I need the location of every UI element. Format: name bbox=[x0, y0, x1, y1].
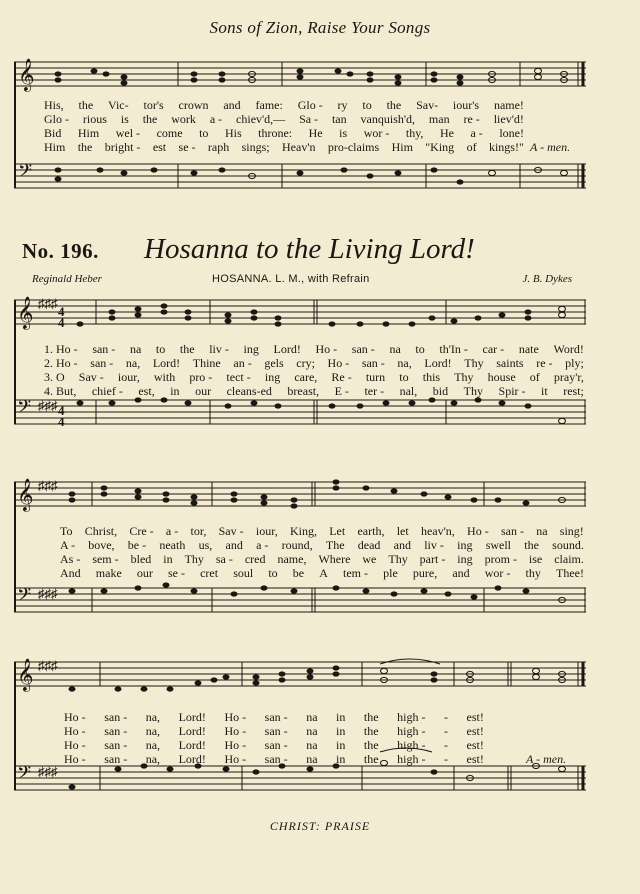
hymn-author: Reginald Heber bbox=[32, 273, 102, 285]
hymn-heading bbox=[22, 233, 622, 269]
system-2-lyrics bbox=[60, 524, 584, 580]
lyric-line: 1. Ho - san - na to the liv - ing Lord! Ho - san - na to th'In - car - nate Word! bbox=[44, 342, 584, 356]
hymn-metadata bbox=[32, 273, 572, 287]
lyric-line: Ho - san - na, Lord! Ho - san - na in the high - - est! bbox=[64, 710, 484, 724]
svg-text:𝄢: 𝄢 bbox=[17, 585, 32, 610]
system-1-lyrics bbox=[44, 342, 584, 398]
lyric-line: 2. Ho - san - na, Lord! Thine an - gels cry; Ho - san - na, Lord! Thy saints re - ply; bbox=[44, 356, 584, 370]
lyric-line: A - bove, be - neath us, and a - round, The dead and liv - ing swell the sound. bbox=[60, 538, 584, 552]
system-2 bbox=[14, 474, 586, 624]
amen-label: A - men. bbox=[530, 140, 571, 154]
lyric-line: Ho - san - na, Lord! Ho - san - na in the high - - est! bbox=[64, 724, 484, 738]
svg-text:♯♯♯: ♯♯♯ bbox=[38, 478, 58, 493]
lyric-line: As - sem - bled in Thy sa - cred name, Where we Thy part - ing prom - ise claim. bbox=[60, 552, 584, 566]
lyric-line: 4. But, chief - est, in our cleans-ed breast, E - ter - nal, bid Thy Spir - it rest; bbox=[44, 384, 584, 398]
lyric-line: Him the bright - est se - raph sings; Heav'n pro-claims Him "King of kings!" bbox=[44, 140, 524, 154]
svg-text:♯♯♯: ♯♯♯ bbox=[38, 398, 58, 413]
svg-text:𝄞: 𝄞 bbox=[18, 58, 35, 91]
lyric-line: Bid Him wel - come to His throne: He is wor - thy, He a - lone! bbox=[44, 126, 524, 140]
svg-text:𝄞: 𝄞 bbox=[17, 658, 34, 691]
lyric-line: Ho - san - na, Lord! Ho - san - na in the high - - est! bbox=[64, 738, 484, 752]
svg-text:𝄞: 𝄞 bbox=[17, 296, 34, 329]
hymn-title: Hosanna to the Living Lord! bbox=[144, 233, 475, 265]
svg-text:4: 4 bbox=[58, 414, 65, 429]
page-footer: CHRIST: PRAISE bbox=[269, 819, 371, 833]
lyric-line: To Christ, Cre - a - tor, Sav - iour, King, Let earth, let heav'n, Ho - san - na sing! bbox=[60, 524, 584, 538]
running-head: Sons of Zion, Raise Your Songs bbox=[209, 18, 431, 37]
lyric-line: His, the Vic- tor's crown and fame: Glo - ry to the Sav- iour's name! bbox=[44, 98, 524, 112]
system-3-lyrics bbox=[64, 710, 484, 766]
lyric-line: And make our se - cret soul to be A tem - ple pure, and wor - thy Thee! bbox=[60, 566, 584, 580]
amen-label: A - men. bbox=[526, 752, 567, 766]
svg-text:♯♯♯: ♯♯♯ bbox=[38, 658, 58, 673]
hymn-composer: J. B. Dykes bbox=[522, 273, 572, 285]
system-3 bbox=[14, 652, 586, 812]
svg-text:♯♯♯: ♯♯♯ bbox=[38, 586, 58, 601]
svg-text:𝄢: 𝄢 bbox=[18, 161, 33, 186]
top-hymn-lyrics bbox=[44, 98, 524, 154]
tune-name: HOSANNA. L. M., with Refrain bbox=[212, 273, 370, 285]
svg-text:𝄢: 𝄢 bbox=[17, 763, 32, 788]
svg-text:♯♯♯: ♯♯♯ bbox=[38, 764, 58, 779]
lyric-line: Ho - san - na, Lord! Ho - san - na in the high - - est! bbox=[64, 752, 484, 766]
svg-text:𝄞: 𝄞 bbox=[17, 478, 34, 511]
svg-text:4: 4 bbox=[58, 403, 65, 418]
svg-text:4: 4 bbox=[58, 315, 65, 330]
system-1 bbox=[14, 290, 586, 450]
lyric-line: 3. O Sav - iour, with pro - tect - ing care, Re - turn to this Thy house of pray'r, bbox=[44, 370, 584, 384]
svg-text:𝄢: 𝄢 bbox=[17, 397, 32, 422]
lyric-line: Glo - rious is the work a - chiev'd,— Sa - tan vanquish'd, man re - liev'd! bbox=[44, 112, 524, 126]
svg-text:4: 4 bbox=[58, 304, 65, 319]
svg-text:♯♯♯: ♯♯♯ bbox=[38, 296, 58, 311]
hymn-number: No. 196. bbox=[22, 239, 99, 263]
top-hymn-system bbox=[14, 52, 586, 202]
